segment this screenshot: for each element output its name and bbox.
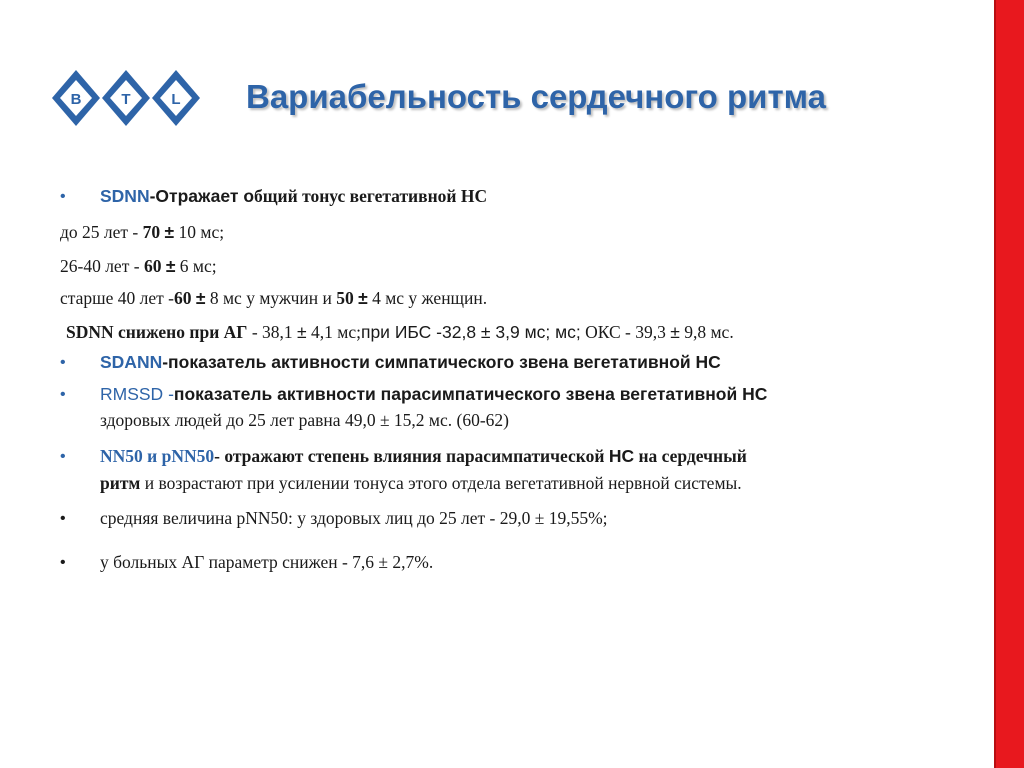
bullet: • — [60, 510, 66, 527]
bullet: • — [60, 188, 66, 205]
logo-diamond-b — [52, 70, 100, 126]
logo-diamond-l — [152, 70, 200, 126]
sdnn-age-over-40: старше 40 лет -60 ± 8 мс у мужчин и 50 ± 4 мс у женщин. — [60, 288, 488, 308]
svg-text:T: T — [121, 91, 131, 108]
rmssd-label: RMSSD — [100, 384, 164, 404]
sdnn-reduced: SDNN снижено при АГ - 38,1 ± 4,1 мс;при ИБС -32,8 ± 3,9 мс; мс; ОКС - 39,3 ± 9,8 мс. — [66, 322, 734, 342]
slide-title: Вариабельность сердечного ритма — [246, 78, 826, 115]
svg-text:B: B — [70, 91, 82, 108]
sdnn-text: SDNN-Отражает общий тонус вегетативной НС — [100, 186, 488, 206]
bullet: • — [60, 448, 66, 465]
btl-logo — [50, 66, 202, 130]
logo-diamond-t — [102, 70, 150, 126]
nn50-text: NN50 и pNN50- отражают степень влияния парасимпатической НС на сердечный — [100, 446, 747, 466]
rmssd-text: RMSSD -показатель активности парасимпатического звена вегетативной НС — [100, 384, 768, 404]
slide: B T L Вариабельность сердечного ритма • SDNN-Отражает общий тонус вегетативной НС до 25 лет - 70 ± 10 мс; 26-40 лет - 60 ± 6 мс; старше 40 лет -60 ± 8 мс у мужчин и 50 ± 4 мс у женщин. SDNN снижено при АГ - 38,1 ± 4,1 мс;при ИБС -32,8 ± 3,9 мс; мс; ОКС - 39,3 ± 9,8 мс. • SDANN-показатель активности симпатического звена вегетативной НС • RMSSD -показатель активности парасимпатического звена вегетативной НС здоровых людей до 25 лет равна 49,0 ± 15,2 мс. (60-62) • NN50 и pNN50- отражают степень влияния парасимпатической НС на сердечный ритм и возрастают при усилении тонуса этого отдела вегетативной нервной системы. • средняя величина pNN50: у здоровых лиц до 25 лет - 29,0 ± 19,55%; • у больных АГ параметр снижен - 7,6 ± 2,7%. — [0, 0, 1024, 768]
sdann-text: SDANN-показатель активности симпатического звена вегетативной НС — [100, 352, 721, 372]
svg-text:L: L — [171, 91, 181, 108]
sdnn-age-26-40: 26-40 лет - 60 ± 6 мс; — [60, 256, 217, 276]
bullet: • — [60, 354, 66, 371]
nn50-label: NN50 и pNN50 — [100, 446, 215, 466]
bullet: • — [60, 554, 66, 571]
sdann-label: SDANN — [100, 352, 163, 372]
red-side-bar — [994, 0, 1024, 768]
sdnn-age-under-25: до 25 лет - 70 ± 10 мс; — [60, 222, 225, 242]
bullet: • — [60, 386, 66, 403]
sdnn-label: SDNN — [100, 186, 150, 206]
